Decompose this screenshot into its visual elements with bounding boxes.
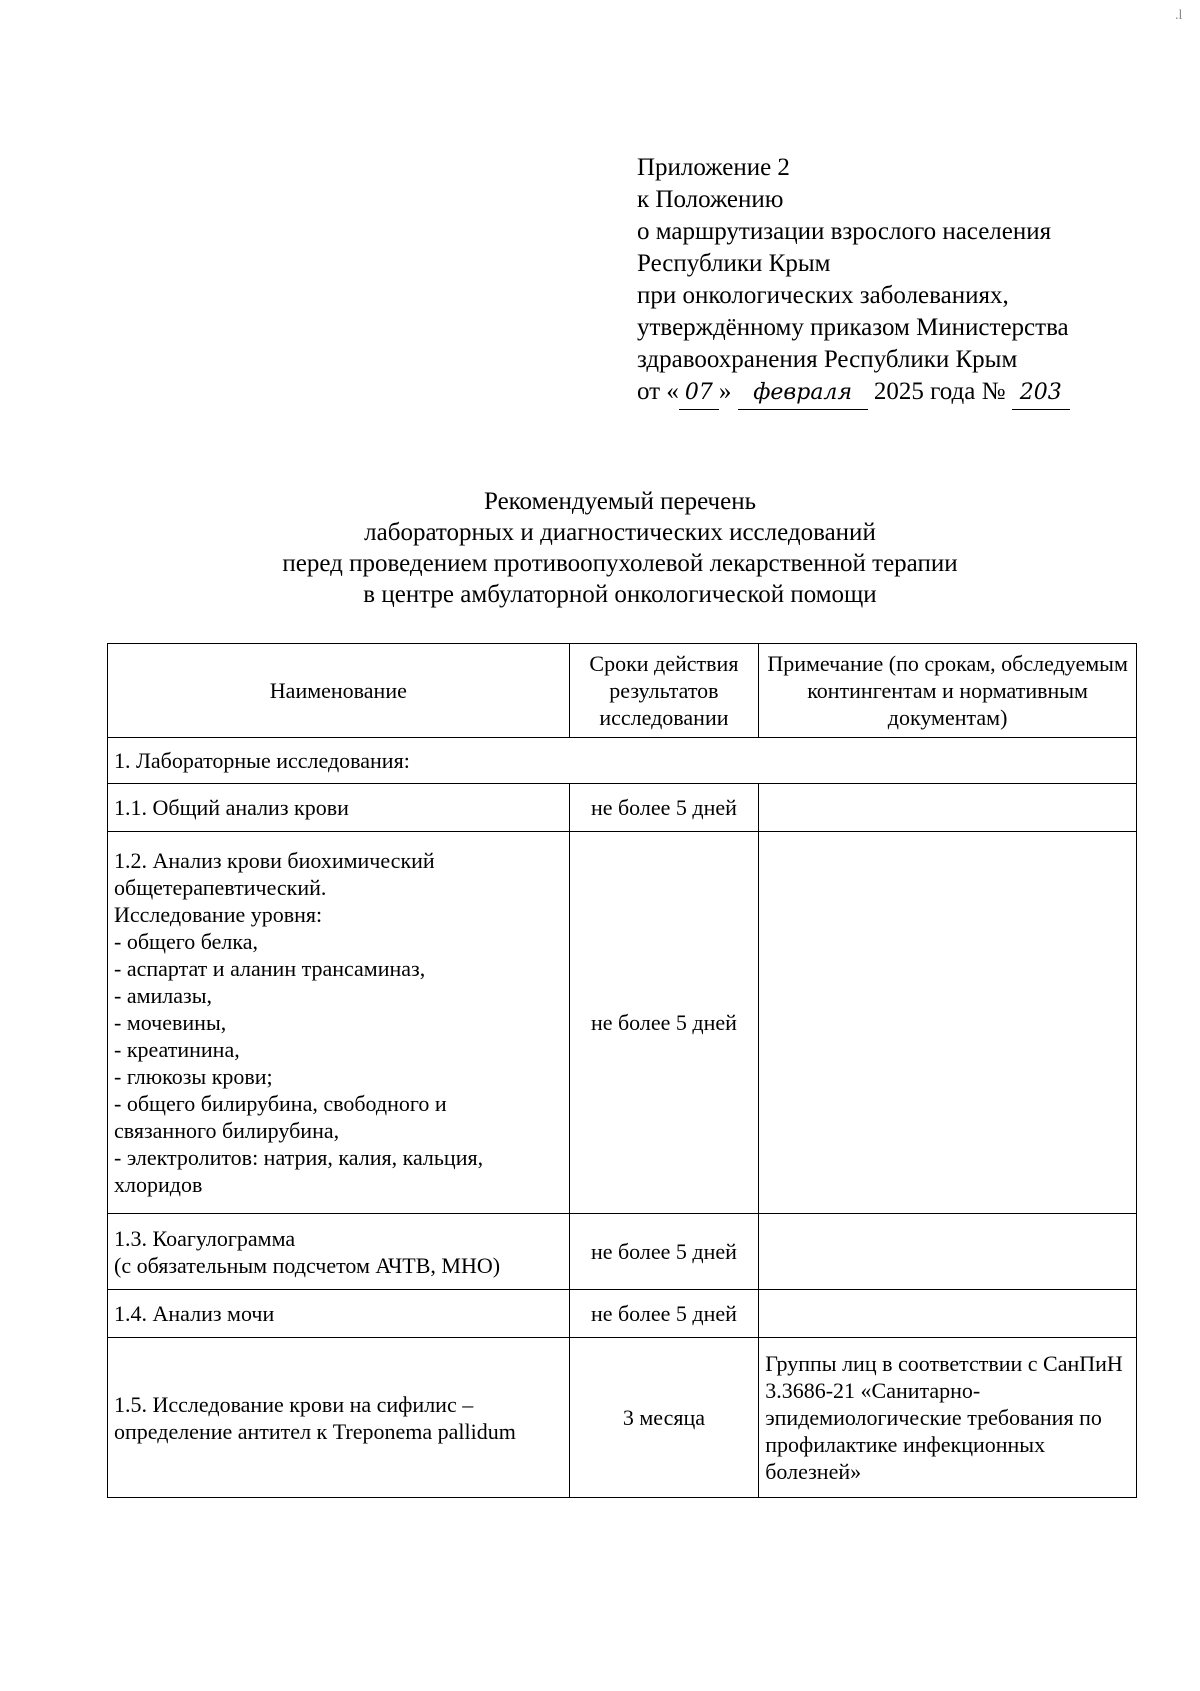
appendix-line: к Положению: [637, 186, 784, 213]
title-line: лабораторных и диагностических исследований: [364, 519, 876, 546]
row-note: [759, 832, 1137, 1214]
row-validity: не более 5 дней: [569, 784, 759, 832]
appendix-line: при онкологических заболеваниях,: [637, 282, 1009, 309]
studies-table: [107, 643, 1137, 1498]
header-note: Примечание (по срокам, обследуемым контингентам и нормативным документам): [759, 644, 1137, 738]
row-validity: не более 5 дней: [569, 1290, 759, 1338]
appendix-header: [637, 152, 1157, 410]
table-row: [108, 1214, 1137, 1290]
row-note: [759, 1214, 1137, 1290]
row-note: [759, 784, 1137, 832]
row-note: Группы лиц в соответствии с СанПиН 3.3686-21 «Санитарно-эпидемиологические требования по профилактике инфекционных болезней»: [759, 1338, 1137, 1498]
handwritten-month: февраля: [738, 377, 868, 410]
row-validity: 3 месяца: [569, 1338, 759, 1498]
table-header-row: [108, 644, 1137, 738]
row-name: 1.5. Исследование крови на сифилис – определение антител к Treponema pallidum: [108, 1338, 570, 1498]
row-name: 1.2. Анализ крови биохимический общетерапевтический. Исследование уровня: - общего белка, - аспартат и аланин трансаминаз, - амилазы, - мочевины, - креатинина, - глюкозы крови; - общего билирубина, свободного и связанного билирубина, - электролитов: натрия, калия, кальция, хлоридов: [108, 832, 570, 1214]
title-line: Рекомендуемый перечень: [484, 488, 756, 515]
handwritten-order-number: 203: [1012, 377, 1070, 410]
row-validity: не более 5 дней: [569, 832, 759, 1214]
date-mid: »: [718, 378, 732, 405]
appendix-line: утверждённому приказом Министерства: [637, 314, 1069, 341]
title-line: перед проведением противоопухолевой лекарственной терапии: [282, 550, 958, 577]
row-name: 1.1. Общий анализ крови: [108, 784, 570, 832]
section-row: [108, 738, 1137, 784]
document-title: [100, 486, 1140, 610]
handwritten-day: 07: [679, 377, 719, 410]
section-title: 1. Лабораторные исследования:: [108, 738, 1137, 784]
row-validity: не более 5 дней: [569, 1214, 759, 1290]
title-line: в центре амбулаторной онкологической помощи: [363, 581, 877, 608]
appendix-line: Приложение 2: [637, 154, 790, 181]
date-year-text: 2025 года №: [873, 378, 1006, 405]
table-row: [108, 784, 1137, 832]
appendix-line: Республики Крым: [637, 250, 831, 277]
row-name: 1.4. Анализ мочи: [108, 1290, 570, 1338]
table-row: [108, 1338, 1137, 1498]
row-note: [759, 1290, 1137, 1338]
appendix-line: о маршрутизации взрослого населения: [637, 218, 1052, 245]
header-validity: Сроки действия результатов исследовании: [569, 644, 759, 738]
appendix-line: здравоохранения Республики Крым: [637, 346, 1018, 373]
date-prefix: от «: [637, 378, 679, 405]
row-name: 1.3. Коагулограмма (с обязательным подсчетом АЧТВ, МНО): [108, 1214, 570, 1290]
corner-mark: .l: [1175, 8, 1183, 23]
table-row: [108, 1290, 1137, 1338]
appendix-date-line: [637, 376, 1157, 410]
table-row: [108, 832, 1137, 1214]
header-name: Наименование: [108, 644, 570, 738]
